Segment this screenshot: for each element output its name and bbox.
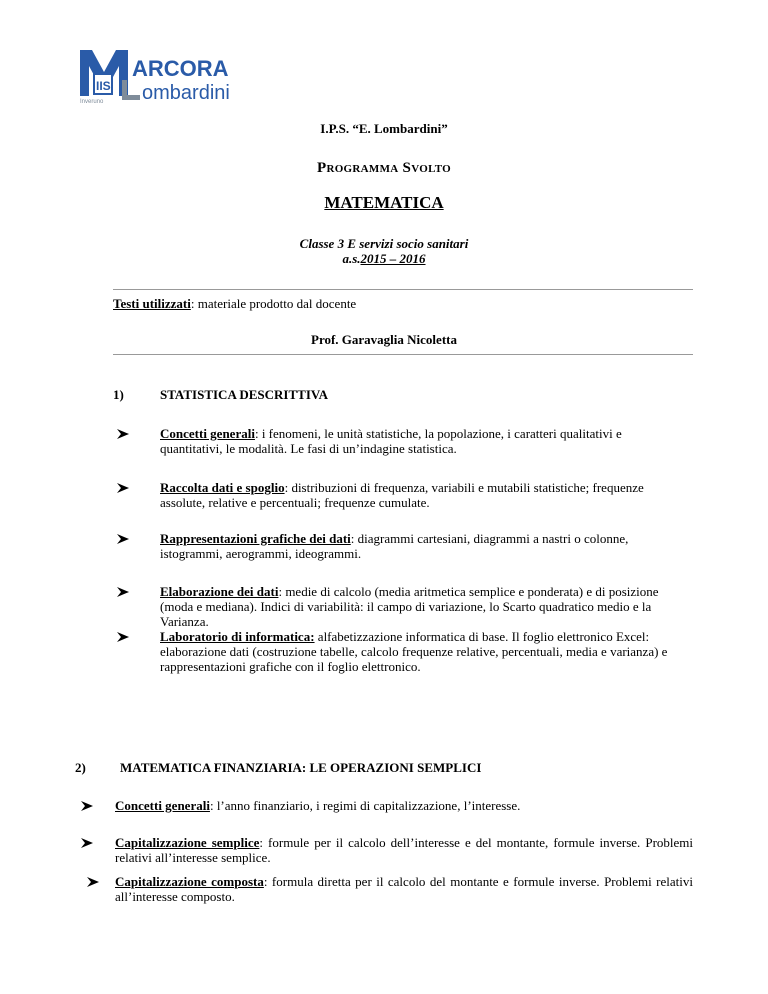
arrow-bullet-icon [81,801,93,811]
class-line: Classe 3 E servizi socio sanitari [299,236,469,251]
svg-text:ombardini: ombardini [142,82,230,104]
school-name: I.P.S. “E. Lombardini” [320,121,448,136]
section1-item-1: Concetti generali: i fenomeni, le unità statistiche, la popolazione, i caratteri qualitativi e quantitativi, le modalità. Le fasi di un’indagine statistica. [160,426,622,456]
divider-bottom [113,354,693,355]
school-logo [74,42,244,104]
arrow-bullet-icon [87,877,99,887]
arrow-bullet-icon [117,483,129,493]
svg-text:Inveruno: Inveruno [80,99,104,104]
arrow-bullet-icon [117,429,129,439]
section1-item-4: Elaborazione dei dati: medie di calcolo (media aritmetica semplice e ponderata) e di posizione (moda e mediana). Indici di variabilità: il campo di variazione, lo Scarto quadratico medio e la Varianza. [160,584,659,629]
arrow-bullet-icon [117,534,129,544]
section2-title: MATEMATICA FINANZIARIA: LE OPERAZIONI SEMPLICI [120,760,482,775]
arrow-bullet-icon [117,632,129,642]
section2-item-1: Concetti generali: l’anno finanziario, i regimi di capitalizzazione, l’interesse. [115,798,521,813]
section1-number: 1) [113,387,124,402]
section1-title: STATISTICA DESCRITTIVA [160,387,328,402]
divider-top [113,289,693,290]
svg-text:IIS: IIS [96,79,111,93]
texts-used-label: Testi utilizzati [113,296,191,311]
texts-used [113,296,356,312]
section2-number: 2) [75,760,86,775]
arrow-bullet-icon [117,587,129,597]
section2-item-3: Capitalizzazione composta: formula diretta per il calcolo del montante e formule inverse. Problemi relativi all’interesse composto. [115,874,694,904]
texts-used-value: : materiale prodotto dal docente [190,296,357,311]
school-year-value: 2015 – 2016 [360,251,426,266]
section1-item-5: Laboratorio di informatica: alfabetizzazione informatica di base. Il foglio elettronico Excel: elaborazione dati (costruzione tabelle, calcolo frequenze relative, percentuali, media e varianza) e rappresentazioni grafiche con il foglio elettronico. [160,629,668,674]
subject-title: MATEMATICA [324,193,444,212]
section2-item-2: Capitalizzazione semplice: formule per il calcolo dell’interesse e del montante, formule inverse. Problemi relativi all’interesse semplice. [115,835,693,865]
section1-item-2: Raccolta dati e spoglio: distribuzioni di frequenza, variabili e mutabili statistiche; frequenze assolute, relative e percentuali; frequenze cumulate. [160,480,644,510]
section1-item-3: Rappresentazioni grafiche dei dati: diagrammi cartesiani, diagrammi a nastri o colonne, istogrammi, aerogrammi, ideogrammi. [160,531,629,561]
arrow-bullet-icon [81,838,93,848]
svg-text:ARCORA: ARCORA [132,56,229,81]
program-title: Programma Svolto [316,160,451,176]
teacher-name: Prof. Garavaglia Nicoletta [311,332,457,347]
school-year: a.s.2015 – 2016 [342,251,426,266]
